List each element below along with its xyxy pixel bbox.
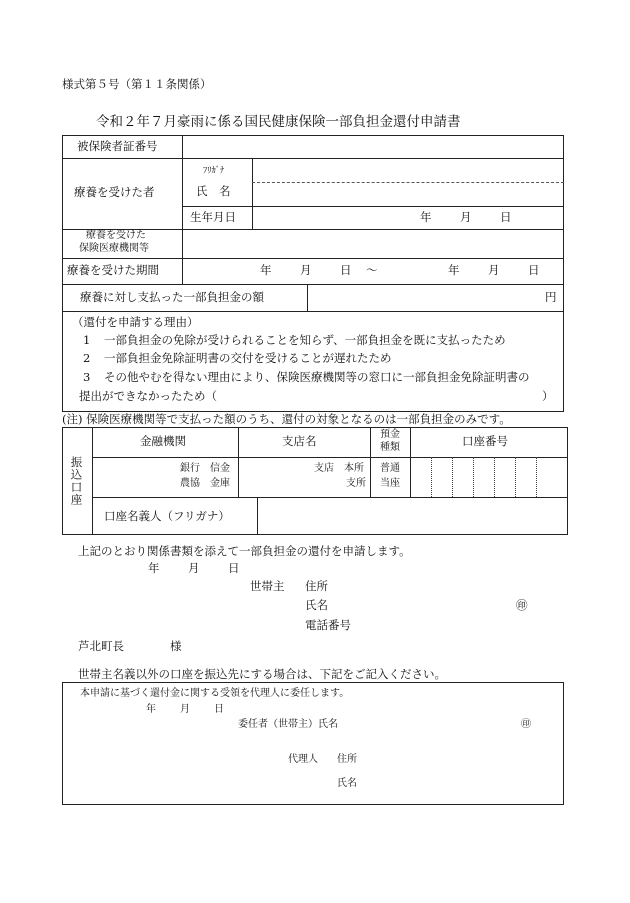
account-holder-label: 口座名義人（フリガナ） <box>104 509 230 523</box>
applicant-address-field[interactable] <box>345 578 555 595</box>
period-end-month: 月 <box>488 263 500 277</box>
reason-3-number: 3 <box>83 370 91 384</box>
account-number-header: 口座番号 <box>462 434 508 448</box>
applicant-name-field[interactable] <box>345 597 505 614</box>
name-label: 氏 名 <box>196 184 231 198</box>
institution-header: 金融機関 <box>140 434 186 448</box>
household-head-label: 世帯主 <box>250 579 285 593</box>
paid-amount-field[interactable] <box>311 287 541 309</box>
proxy-date-day: 日 <box>214 704 224 715</box>
reason-3-text[interactable]: その他やむを得ない理由により、保険医療機関等の窓口に一部負担金免除証明書の <box>104 370 530 384</box>
name-field[interactable] <box>256 184 562 204</box>
proxy-note: 世帯主名義以外の口座を振込先にする場合は、下記をご記入ください。 <box>78 667 446 681</box>
birth-day-unit: 日 <box>500 210 512 224</box>
reason-2-number: 2 <box>83 351 91 365</box>
agent-address-field[interactable] <box>366 751 546 768</box>
delegator-label: 委任者（世帯主）氏名 <box>238 719 338 730</box>
phone-field[interactable] <box>365 617 555 634</box>
deposit-type-header-2: 種類 <box>380 442 400 453</box>
form-number: 様式第５号（第１１条関係） <box>62 77 212 91</box>
applicant-seal: ㊞ <box>516 598 528 612</box>
agent-address-label: 住所 <box>337 754 357 765</box>
declaration-text: 上記のとおり関係書類を添えて一部負担金の還付を申請します。 <box>78 544 411 558</box>
branch-name-field[interactable] <box>242 459 308 495</box>
bank-side-label: 振込口座 <box>69 456 84 506</box>
reason-heading: （還付を申請する理由） <box>72 315 199 329</box>
paid-amount-label: 療養に対し支払った一部負担金の額 <box>80 290 264 304</box>
date-month: 月 <box>188 561 200 575</box>
bank-name-field[interactable] <box>96 459 176 495</box>
addressee-name: 芦北町長 <box>78 639 124 653</box>
patient-label: 療養を受けた者 <box>74 185 155 199</box>
birth-month-unit: 月 <box>460 210 472 224</box>
institution-label-line1: 療養を受けた <box>86 230 146 241</box>
agent-name-field[interactable] <box>366 775 546 792</box>
period-start-year: 年 <box>260 263 272 277</box>
proxy-date-year: 年 <box>146 704 156 715</box>
agent-name-label: 氏名 <box>337 778 357 789</box>
reason-3-continuation: 提出ができなかったため（ <box>79 389 217 403</box>
period-end-year: 年 <box>448 263 460 277</box>
reason-1-text[interactable]: 一部負担金の免除が受けられることを知らず、一部負担金を既に支払ったため <box>104 333 506 347</box>
applicant-address-label: 住所 <box>305 579 328 593</box>
period-tilde: ～ <box>366 263 378 277</box>
institution-types-row1[interactable]: 銀行 信金 <box>180 463 230 474</box>
reason-3-detail-field[interactable] <box>222 388 540 406</box>
delegator-name-field[interactable] <box>366 716 506 733</box>
period-start-month: 月 <box>300 263 312 277</box>
agent-label: 代理人 <box>288 754 318 765</box>
insured-number-label: 被保険者証番号 <box>77 139 158 153</box>
birthdate-label: 生年月日 <box>190 210 236 224</box>
account-number-field[interactable] <box>412 459 566 495</box>
furigana-field[interactable] <box>256 160 562 180</box>
date-year: 年 <box>148 561 160 575</box>
deposit-type-header-1: 預金 <box>380 429 400 440</box>
phone-label: 電話番号 <box>305 618 351 632</box>
deposit-type-checking[interactable]: 当座 <box>380 478 400 489</box>
form-title: 令和２年７月豪雨に係る国民健康保険一部負担金還付申請書 <box>96 114 461 130</box>
period-label: 療養を受けた期間 <box>67 263 159 277</box>
period-end-day: 日 <box>528 263 540 277</box>
reason-3-close: ） <box>542 389 554 403</box>
furigana-label: ﾌﾘｶﾞﾅ <box>203 166 225 176</box>
birthdate-field[interactable] <box>256 208 562 227</box>
reason-2-text[interactable]: 一部負担金免除証明書の交付を受けることが遅れたため <box>104 351 392 365</box>
reason-1-number: 1 <box>83 333 91 347</box>
branch-types-row2[interactable]: 支所 <box>346 478 366 489</box>
account-holder-field[interactable] <box>260 500 566 533</box>
addressee-honorific: 様 <box>170 639 182 653</box>
date-day: 日 <box>228 561 240 575</box>
delegator-seal: ㊞ <box>521 719 531 730</box>
institution-field[interactable] <box>186 231 562 256</box>
branch-header: 支店名 <box>282 434 317 448</box>
proxy-statement: 本申請に基づく還付金に関する受領を代理人に委任します。 <box>80 688 350 699</box>
institution-label-line2: 保険医療機関等 <box>79 243 149 254</box>
yen-unit: 円 <box>545 290 557 304</box>
proxy-date-month: 月 <box>180 704 190 715</box>
birth-year-unit: 年 <box>420 210 432 224</box>
institution-types-row2[interactable]: 農協 金庫 <box>180 478 230 489</box>
applicant-name-label: 氏名 <box>305 598 328 612</box>
insured-number-field[interactable] <box>214 137 554 155</box>
branch-types-row1[interactable]: 支店 本所 <box>314 463 364 474</box>
note-text: (注) 保険医療機関等で支払った額のうち、還付の対象となるのは一部負担金のみです。 <box>62 412 511 426</box>
deposit-type-savings[interactable]: 普通 <box>380 463 400 474</box>
period-start-day: 日 <box>340 263 352 277</box>
